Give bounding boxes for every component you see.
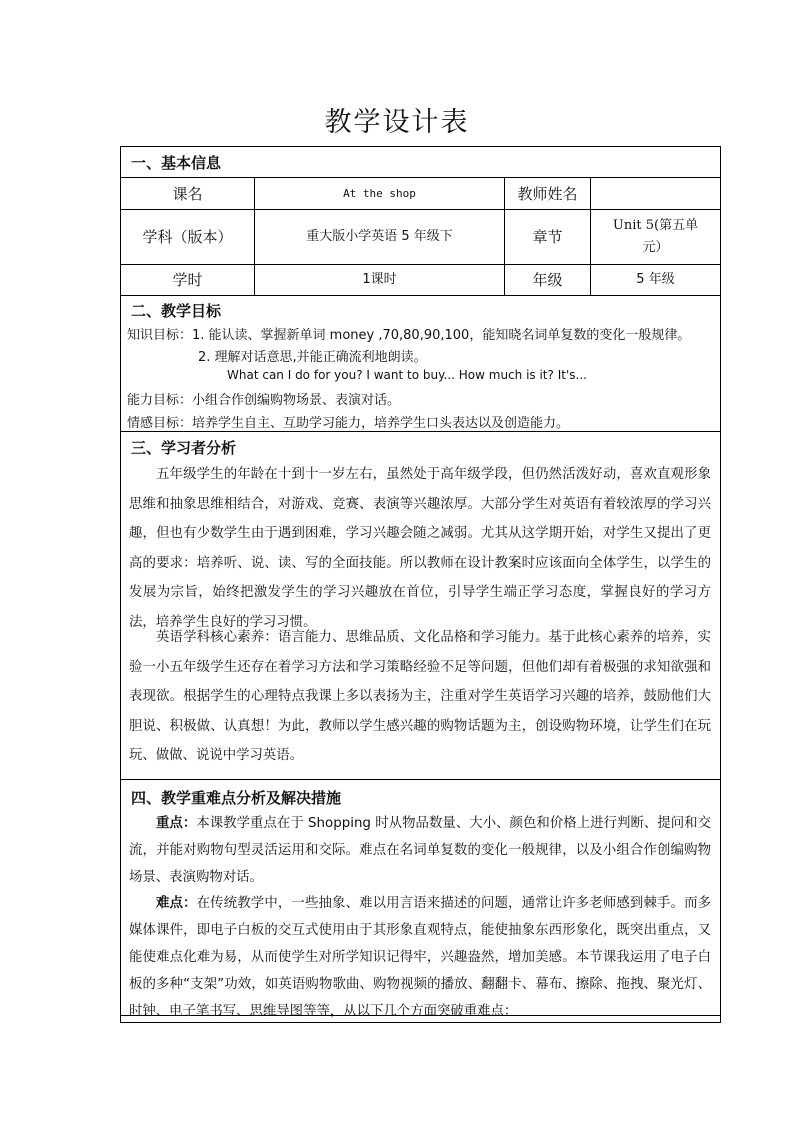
hours-label: 学时 xyxy=(172,271,203,289)
design-table xyxy=(120,146,721,1023)
chapter-value-line1: Unit 5(第五单 xyxy=(612,218,699,233)
learners-paragraph-1: 五年级学生的年龄在十到十一岁左右，虽然处于高年级学段，但仍然活泼好动，喜欢直观形象思维和抽象思维相结合，对游戏、竞赛、表演等兴趣浓厚。大部分学生对英语有着较浓厚的学习兴趣，但也有少数学生由于遇到困难，学习兴趣会随之减弱。尤其从这学期开始，对学生又提出了更高的要求：培养听、说、读、写的全面技能。所以教师在设计教案时应该面向全体学生，以学生的发展为宗旨，始终把激发学生的学习兴趣放在首位，引导学生端正学习态度，掌握良好的学习方法，培养学生良好的学习习惯。 xyxy=(129,467,711,630)
grade-label: 年级 xyxy=(532,271,563,289)
subject-label: 学科（版本） xyxy=(142,228,233,246)
goal-emotion: 情感目标：培养学生自主、互助学习能力，培养学生口头表达以及创造能力。 xyxy=(127,416,570,431)
grade-value: 5 年级 xyxy=(636,272,675,287)
teacher-value xyxy=(591,178,720,209)
hours-value: 1课时 xyxy=(362,272,397,287)
section-learners-heading: 三、学习者分析 xyxy=(131,439,237,457)
focus-label: 重点： xyxy=(156,816,197,831)
teacher-label: 教师姓名 xyxy=(517,184,578,203)
keypoints-focus xyxy=(129,810,711,891)
learners-paragraph-2: 英语学科核心素养：语言能力、思维品质、文化品格和学习能力。基于此核心素养的培养，实验一小五年级学生还存在着学习方法和学习策略经验不足等问题，但他们却有着极强的求知欲强和表现欲。根据学生的心理特点我课上多以表扬为主，注重对学生英语学习兴趣的培养，鼓励他们大胆说、积极做、认真想！为此，教师以学生感兴趣的购物话题为主，创设购物环境，让学生们在玩玩、做做、说说中学习英语。 xyxy=(129,630,711,763)
keypoints-difficulty xyxy=(129,890,711,1025)
subject-value: 重大版小学英语 5 年级下 xyxy=(306,229,453,244)
goal-knowledge-1: 知识目标：1. 能认读、掌握新单词 money ,70,80,90,100，能知晓名词单复数的变化一般规律。 xyxy=(127,328,691,343)
chapter-value-line2: 元） xyxy=(642,240,669,255)
difficulty-label: 难点： xyxy=(156,896,197,911)
focus-text: 本课教学重点在于 Shopping 时从物品数量、大小、颜色和价格上进行判断、提问和交流，并能对购物句型灵活运用和交际。难点在名词单复数的变化一般规律，以及小组合作创编购物场景、表演购物对话。 xyxy=(129,816,711,885)
page-title: 教学设计表 xyxy=(324,107,470,138)
section-keypoints-heading: 四、教学重难点分析及解决措施 xyxy=(131,789,342,807)
chapter-label: 章节 xyxy=(532,228,563,246)
section-basic-heading: 一、基本信息 xyxy=(131,154,222,172)
course-label: 课名 xyxy=(172,184,203,203)
course-value: At the shop xyxy=(343,186,416,200)
goal-knowledge-2: 2. 理解对话意思,并能正确流利地朗读。 xyxy=(198,350,427,365)
difficulty-text: 在传统教学中，一些抽象、难以用言语来描述的问题，通常让许多老师感到棘手。而多媒体课件，即电子白板的交互式使用由于其形象直观特点，能使抽象东西形象化，既突出重点，又能使难点化难为易，从而使学生对所学知识记得牢，兴趣盎然，增加美感。本节课我运用了电子白板的多种“支架”功效，如英语购物歌曲、购物视频的播放、翻翻卡、幕布、擦除、拖拽、聚光灯、时钟、电子笔书写、思维导图等等，从以下几个方面突破重难点： xyxy=(129,896,712,1019)
section-goals-heading: 二、教学目标 xyxy=(131,302,222,320)
goal-ability: 能力目标：小组合作创编购物场景、表演对话。 xyxy=(127,393,401,408)
chapter-value xyxy=(591,210,720,264)
goal-sentences: What can I do for you? I want to buy... How much is it? It's... xyxy=(227,368,587,382)
